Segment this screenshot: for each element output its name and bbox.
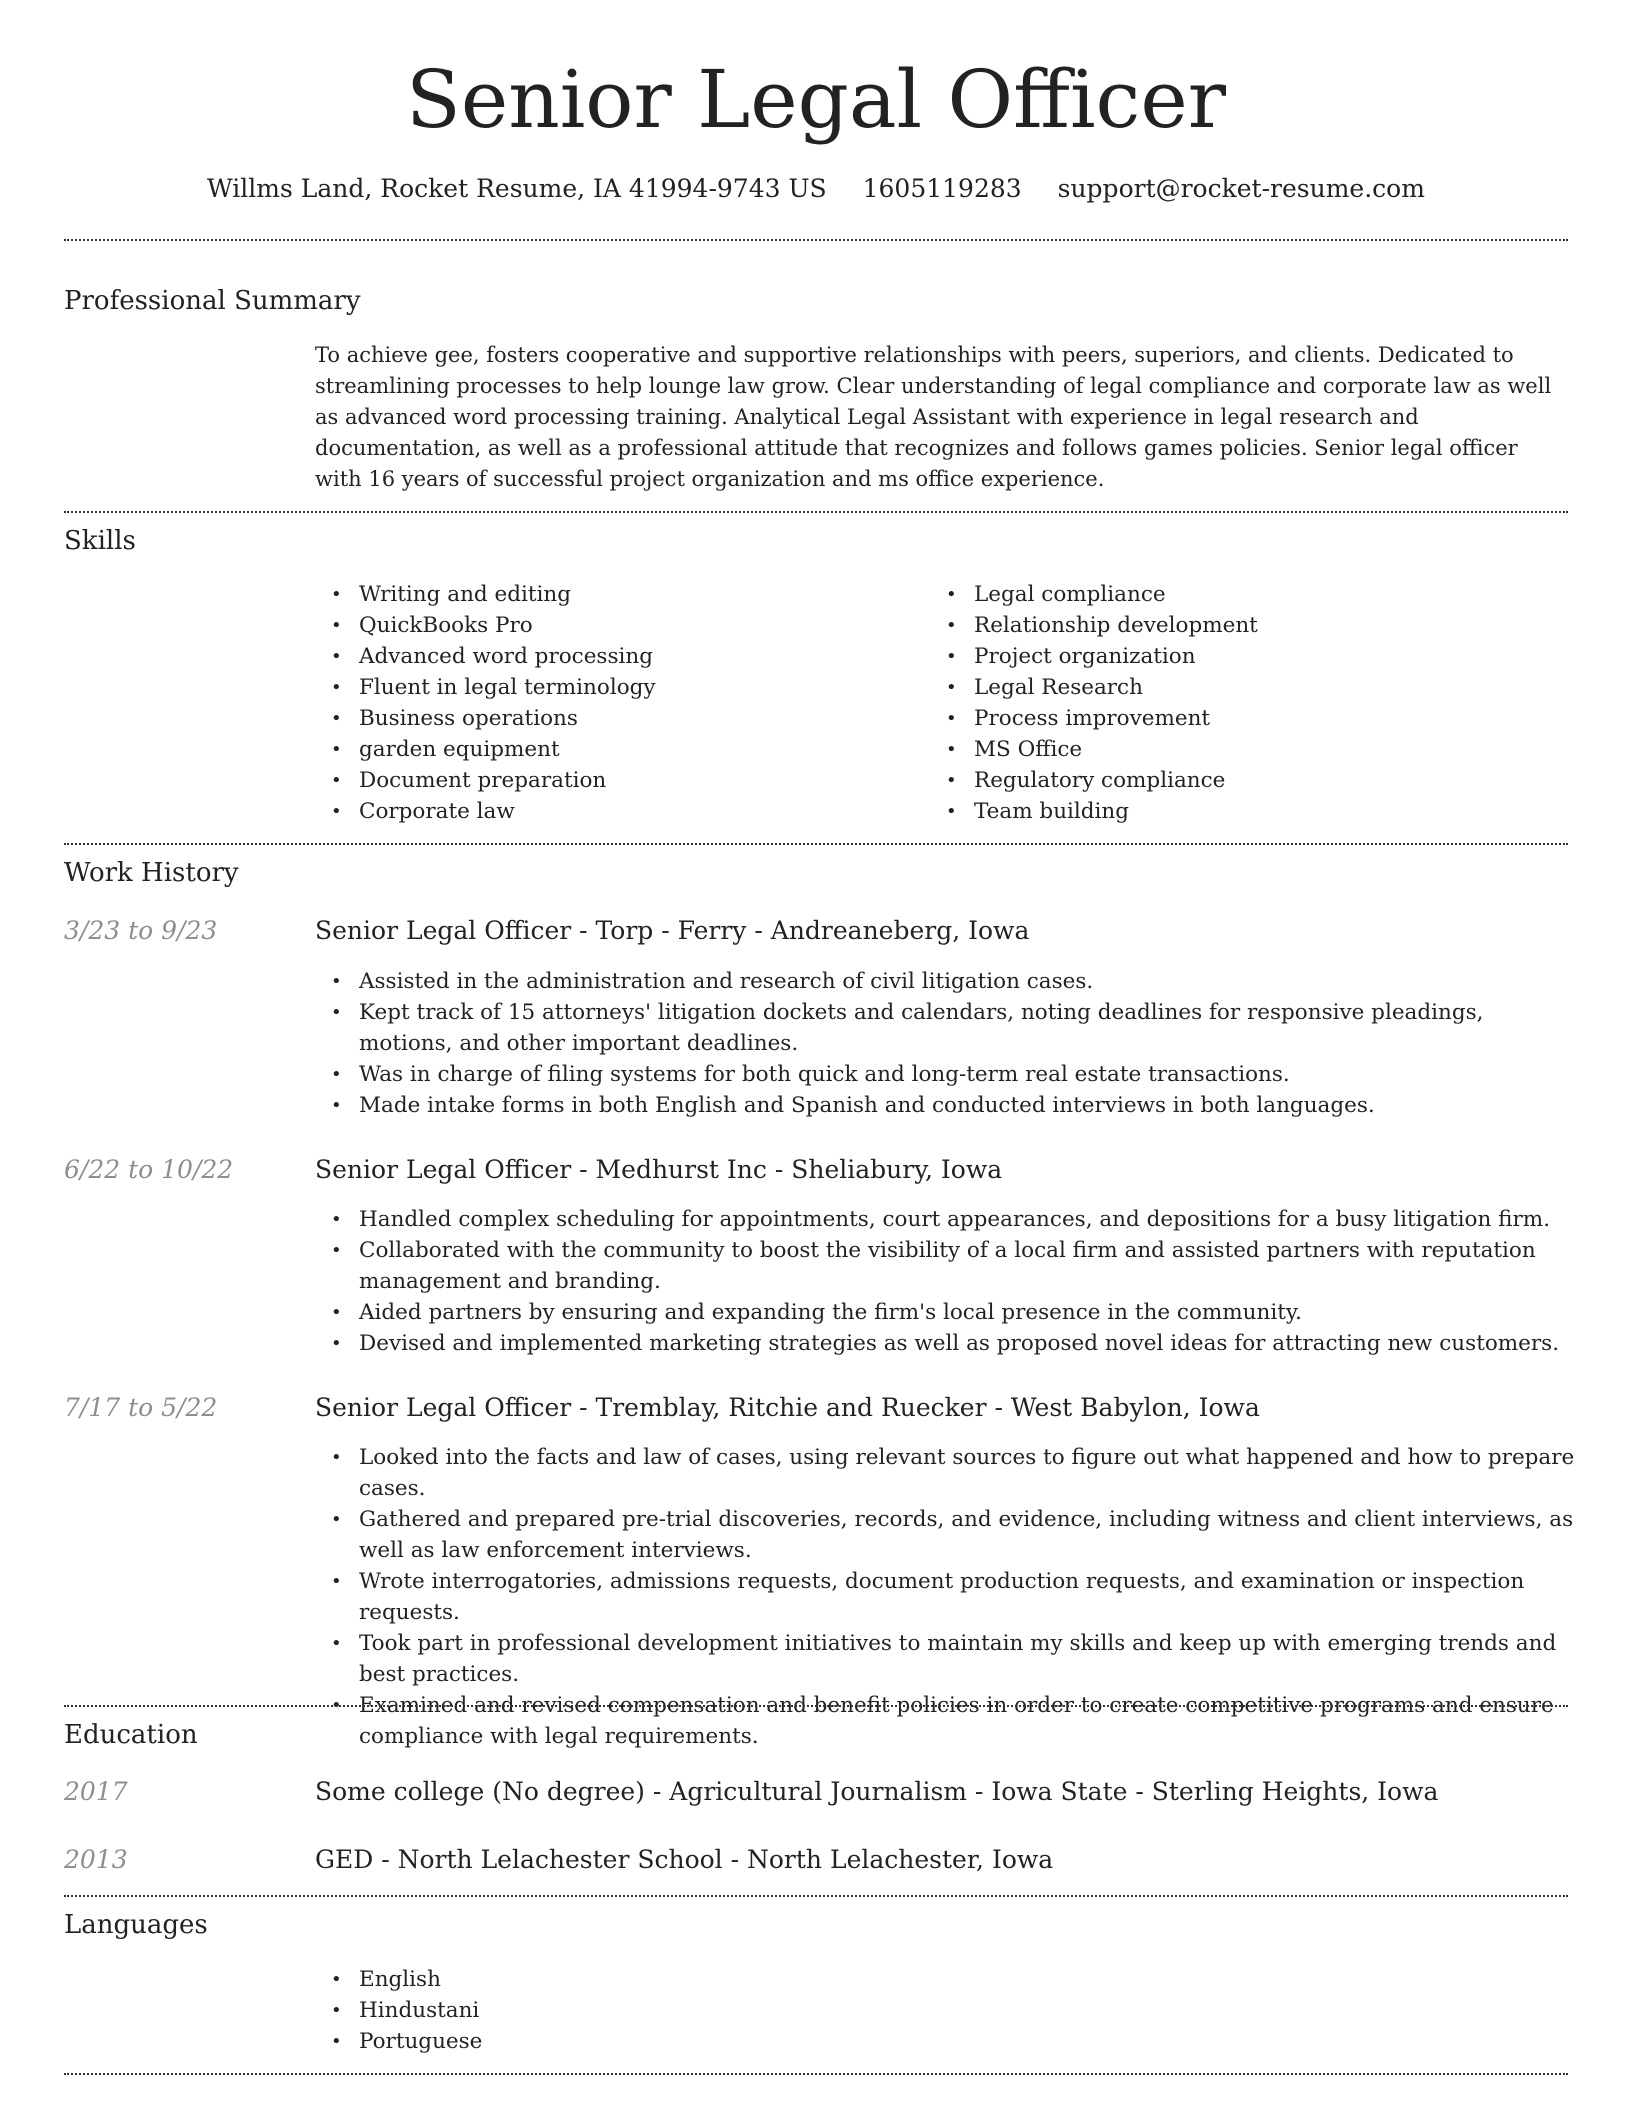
list-item: • garden equipment: [315, 734, 915, 765]
list-item: • Aided partners by ensuring and expanding the firm's local presence in the community.: [315, 1297, 1575, 1328]
job-title: Senior Legal Officer - Tremblay, Ritchie and Ruecker - West Babylon, Iowa: [315, 1393, 1260, 1422]
job-dates: 6/22 to 10/22: [64, 1155, 234, 1184]
section-divider: [64, 1895, 1568, 1897]
list-item: • Project organization: [930, 641, 1530, 672]
skills-column-left: [315, 579, 915, 827]
list-item: • Kept track of 15 attorneys' litigation dockets and calendars, noting deadlines for responsive pleadings, motions, and other important deadlines.: [315, 997, 1575, 1059]
section-divider: [64, 239, 1568, 241]
list-item: • Writing and editing: [315, 579, 915, 610]
list-item: • Team building: [930, 796, 1530, 827]
education-entry: GED - North Lelachester School - North Lelachester, Iowa: [315, 1845, 1054, 1874]
list-item: • Regulatory compliance: [930, 765, 1530, 796]
education-year: 2013: [64, 1845, 128, 1874]
languages-list: [315, 1964, 915, 2057]
list-item: • Wrote interrogatories, admissions requests, document production requests, and examination or inspection requests.: [315, 1566, 1575, 1628]
job-duties: [315, 966, 1575, 1121]
section-divider: [64, 1705, 1568, 1707]
section-divider: [64, 843, 1568, 845]
list-item: • Made intake forms in both English and Spanish and conducted interviews in both languages.: [315, 1090, 1575, 1121]
contact-phone: 1605119283: [862, 174, 1022, 203]
list-item: • Legal Research: [930, 672, 1530, 703]
education-heading: Education: [64, 1720, 198, 1750]
list-item: • Gathered and prepared pre-trial discoveries, records, and evidence, including witness and client interviews, as well as law enforcement interviews.: [315, 1504, 1575, 1566]
languages-heading: Languages: [64, 1910, 208, 1940]
summary-heading: Professional Summary: [64, 286, 361, 316]
work-heading: Work History: [64, 858, 239, 888]
contact-address: Willms Land, Rocket Resume, IA 41994-9743 US: [207, 174, 827, 203]
skills-heading: Skills: [64, 526, 136, 556]
list-item: • Examined and revised compensation and benefit policies in order to create competitive programs and ensure compliance with legal requirements.: [315, 1690, 1575, 1752]
list-item: • Looked into the facts and law of cases, using relevant sources to figure out what happened and how to prepare cases.: [315, 1442, 1575, 1504]
list-item: • Collaborated with the community to boost the visibility of a local firm and assisted partners with reputation management and branding.: [315, 1235, 1575, 1297]
job-dates: 7/17 to 5/22: [64, 1393, 218, 1422]
list-item: • Process improvement: [930, 703, 1530, 734]
list-item: • Business operations: [315, 703, 915, 734]
list-item: • Took part in professional development initiatives to maintain my skills and keep up with emerging trends and best practices.: [315, 1628, 1575, 1690]
education-entry: Some college (No degree) - Agricultural Journalism - Iowa State - Sterling Heights, Iowa: [315, 1777, 1439, 1806]
resume-header: [0, 0, 1632, 206]
list-item: • Document preparation: [315, 765, 915, 796]
skills-column-right: [930, 579, 1530, 827]
summary-text: To achieve gee, fosters cooperative and supportive relationships with peers, superiors, and clients. Dedicated to streamlining processes to help lounge law grow. Clear understanding of legal compliance and corporate law as well as advanced word processing training. Analytical Legal Assistant with experience in legal research and documentation, as well as a professional attitude that recognizes and follows games policies. Senior legal officer with 16 years of successful project organization and ms office experience.: [315, 343, 1552, 491]
list-item: • Corporate law: [315, 796, 915, 827]
job-title: Senior Legal Officer - Torp - Ferry - Andreaneberg, Iowa: [315, 916, 1030, 945]
contact-email: support@rocket-resume.com: [1057, 174, 1425, 203]
contact-line: [0, 172, 1632, 206]
job-dates: 3/23 to 9/23: [64, 916, 218, 945]
list-item: • Legal compliance: [930, 579, 1530, 610]
list-item: • QuickBooks Pro: [315, 610, 915, 641]
section-divider: [64, 511, 1568, 513]
list-item: • Assisted in the administration and research of civil litigation cases.: [315, 966, 1575, 997]
section-divider: [64, 2073, 1568, 2075]
list-item: • MS Office: [930, 734, 1530, 765]
list-item: • English: [315, 1964, 915, 1995]
list-item: • Hindustani: [315, 1995, 915, 2026]
job-duties: [315, 1204, 1575, 1359]
list-item: • Relationship development: [930, 610, 1530, 641]
list-item: • Handled complex scheduling for appointments, court appearances, and depositions for a busy litigation firm.: [315, 1204, 1575, 1235]
list-item: • Was in charge of filing systems for both quick and long-term real estate transactions.: [315, 1059, 1575, 1090]
job-title: Senior Legal Officer - Medhurst Inc - Sheliabury, Iowa: [315, 1155, 1003, 1184]
list-item: • Advanced word processing: [315, 641, 915, 672]
education-year: 2017: [64, 1777, 128, 1806]
list-item: • Fluent in legal terminology: [315, 672, 915, 703]
list-item: • Portuguese: [315, 2026, 915, 2057]
list-item: • Devised and implemented marketing strategies as well as proposed novel ideas for attracting new customers.: [315, 1328, 1575, 1359]
page-title: Senior Legal Officer: [406, 53, 1226, 146]
